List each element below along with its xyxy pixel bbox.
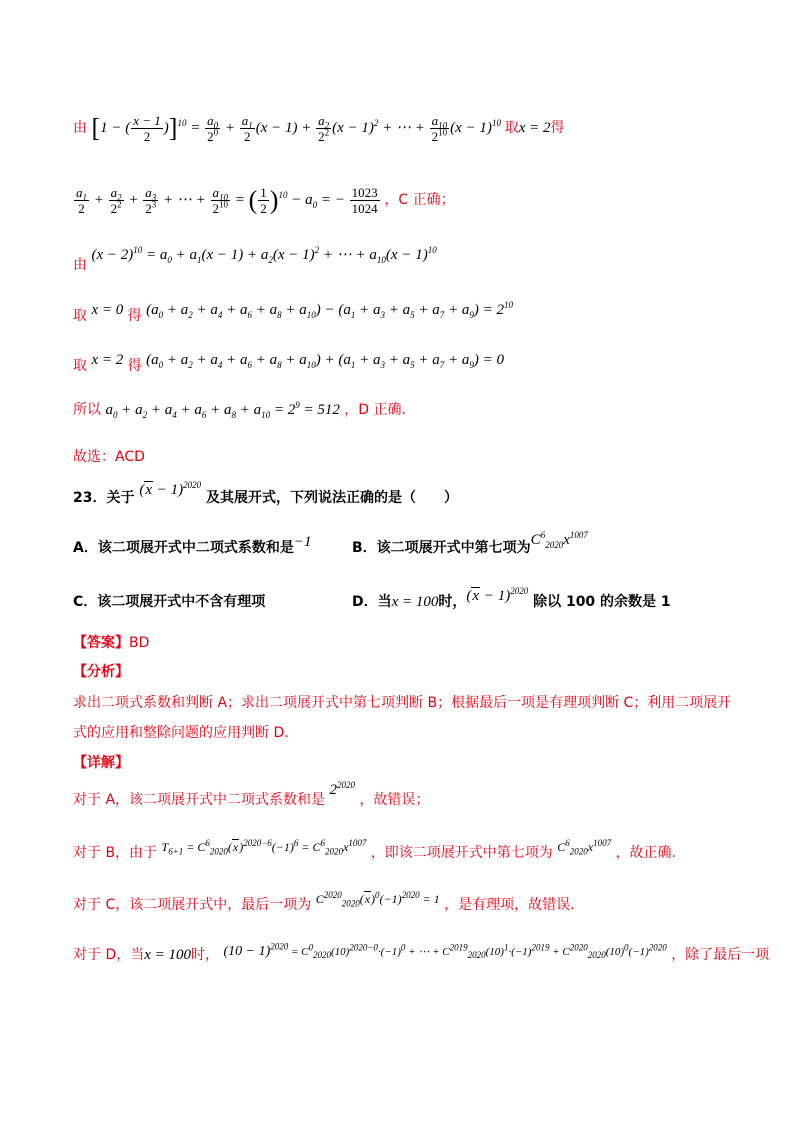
detail-d — [73, 941, 770, 966]
analysis-label: 【分析】 — [73, 664, 129, 680]
answer-value: BD — [129, 635, 150, 651]
math-even-sum: $a_0 + a_2 + a_4 + a_6 + a_8 + a_{10} = 2^9 = 512$ — [105, 400, 340, 420]
detail-c-suffix: ，是有理项，故错误. — [444, 897, 575, 913]
text-you-2: 由 — [73, 257, 87, 273]
text-take-3: 取 — [73, 358, 87, 374]
question-number: 23．关于 — [73, 490, 135, 506]
final-choice: 故选：ACD — [73, 449, 145, 465]
math-even-plus-odd: $(a_0 + a_2 + a_4 + a_6 + a_8 + a_{10}) + (a_1 + a_3 + a_5 + a_7 + a_9) = 0$ — [146, 352, 505, 370]
math-expansion-2: $(x - 2)^{10} = a_0 + a_1(x - 1) + a_2(x - 1)^2$ + ⋯ + $a_{10}(x - 1)^{10}$ — [91, 245, 437, 265]
question-text: 及其展开式，下列说法正确的是（ ） — [206, 490, 459, 506]
option-a-math: −1 — [293, 534, 312, 550]
option-a — [73, 534, 312, 558]
detail-b-math: $T_{6+1} = C^6_{2020}(x)^{2020-6}(-1)^6 = C^6_{2020}x^{1007}$ — [161, 838, 367, 857]
text-get: 得 — [550, 120, 565, 136]
math-x-eq-2-b: x = 2 — [91, 352, 124, 368]
detail-c — [73, 890, 575, 915]
analysis-line-1: 求出二项式系数和判断 A；求出二项展开式中第七项判断 B；根据最后一项是有理项判断 C；利用二项展开 — [73, 695, 732, 711]
analysis-line-2: 式的应用和整除问题的应用判断 D. — [73, 725, 289, 741]
question-23-stem — [73, 480, 459, 508]
text-get-2: 得 — [127, 308, 142, 324]
detail-d-suffix: ，除了最后一项 — [671, 947, 770, 963]
option-b — [352, 530, 588, 558]
math-x-eq-2: x = 2 — [518, 120, 551, 136]
answer-label: 【答案】 — [73, 635, 129, 651]
solution-line-5 — [73, 350, 505, 374]
solution-line-2 — [73, 180, 455, 220]
option-c: C．该二项展开式中不含有理项 — [73, 594, 266, 610]
option-d-text: D．当 — [352, 594, 392, 610]
detail-a — [73, 780, 430, 810]
option-a-text: A．该二项展开式中二项式系数和是 — [73, 540, 294, 556]
option-d-text2: 时， — [438, 594, 467, 610]
text-get-3: 得 — [127, 358, 142, 374]
option-d-text3: 除以 100 的余数是 1 — [533, 594, 671, 610]
detail-d-text2: 时， — [191, 947, 220, 963]
text-take: 取 — [504, 120, 519, 136]
detail-b-mid: ，即该二项展开式中第七项为 — [370, 845, 553, 861]
solution-line-1 — [73, 108, 564, 148]
math-even-minus-odd: $(a_0 + a_2 + a_4 + a_6 + a_8 + a_{10}) - (a_1 + a_3 + a_5 + a_7 + a_9) = 2^{10}$ — [146, 300, 514, 320]
question-expr: $(x - 1)^{2020}$ — [139, 480, 202, 498]
text-d-correct: ，D 正确. — [344, 402, 406, 418]
option-d-math1: x = 100 — [391, 594, 439, 610]
detail-a-text: 对于 A，该二项展开式中二项式系数和是 — [73, 792, 326, 808]
detail-c-text: 对于 C，该二项展开式中，最后一项为 — [73, 897, 312, 913]
math-x-eq-0: x = 0 — [91, 302, 124, 318]
solution-line-4 — [73, 300, 514, 324]
detail-d-math: x = 100 — [144, 947, 192, 963]
detail-c-math: $C^{2020}_{2020}(x)^0(-1)^{2020} = 1$ — [315, 890, 440, 909]
detail-a-suffix: ，故错误； — [359, 792, 430, 808]
detail-b — [73, 838, 676, 863]
detail-d-text: 对于 D，当 — [73, 947, 145, 963]
math-sum-c: $\frac{a_1}{2}$ + $\frac{a_2}{2^2}$ + $\frac{a_3}{2^3}$ + ⋯ + $\frac{a_{10}}{2^{10}}$ = ( $\frac{1}{2}$ )$^{10} - a_0$ = − $\frac{1023}{1024}$ — [76, 185, 378, 217]
text-take-2: 取 — [73, 308, 87, 324]
text-c-correct: ，C 正确； — [384, 192, 455, 208]
option-d — [352, 586, 671, 612]
option-b-math: $C^6_{2020}x^{1007}$ — [530, 530, 588, 550]
detail-label: 【详解】 — [73, 755, 129, 771]
text-suoyi: 所以 — [73, 402, 101, 418]
option-b-text: B．该二项展开式中第七项为 — [352, 540, 531, 556]
detail-a-math: $2^{2020}$ — [329, 780, 355, 798]
solution-line-6 — [73, 400, 406, 420]
math-expansion-1: [1 − ( $\frac{x - 1}{2}$ )]$^{10}$ = $\frac{a_0}{2^0}$ + $\frac{a_1}{2}$ (x − 1) + $\frac{a_2}{2^2}$ $(x - 1)^2$ + ⋯ + $\frac{a_{10}}{2^{10}}$ $(x - 1)^{10}$ — [91, 113, 501, 145]
answer-line — [73, 633, 149, 653]
detail-b-text: 对于 B，由于 — [73, 845, 158, 861]
option-d-math2: $(x - 1)^{2020}$ — [466, 586, 529, 604]
text-you: 由 — [73, 120, 87, 136]
detail-b-math2: $C^6_{2020}x^{1007}$ — [557, 838, 612, 857]
solution-line-3 — [73, 245, 437, 273]
detail-b-suffix: ，故正确. — [615, 845, 676, 861]
detail-d-math2: (10 − 1)2020 = C02020(10)2020−0·(−1)0 + ⋯ + C20192020(10)1·(−1)2019 + C20202020(10)0(−1)2020 — [223, 941, 667, 961]
